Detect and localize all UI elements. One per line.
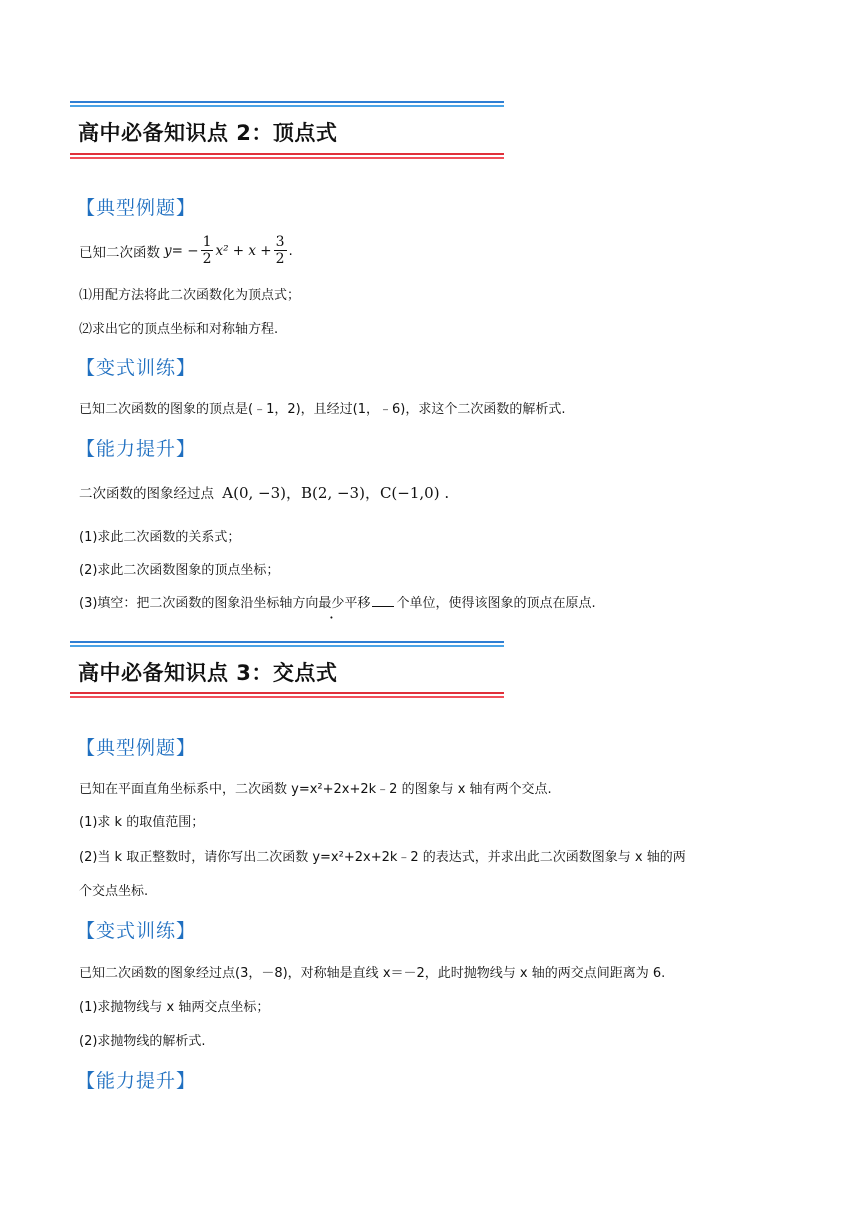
- section3-example-text: 已知在平面直角坐标系中，二次函数 y=x²+2x+2k﹣2 的图象与 x 轴有两个交点.: [79, 782, 552, 797]
- formula-eq: = −: [171, 242, 199, 259]
- section3-variant-q2: (2)求抛物线的解析式.: [79, 1034, 206, 1049]
- section2-bottom-rule: [70, 153, 504, 159]
- section3-title: 高中必备知识点 3：交点式: [78, 661, 338, 685]
- section2-ability-q1: (1)求此二次函数的关系式；: [79, 530, 241, 545]
- section3-example-label: 【典型例题】: [76, 737, 197, 759]
- ability-points: A(0, −3)，B(2, −3)，C(−1,0) .: [222, 484, 450, 502]
- example-intro: 已知二次函数: [79, 244, 160, 261]
- section2-example-q2: ⑵求出它的顶点坐标和对称轴方程.: [79, 322, 279, 337]
- section3-variant-q1: (1)求抛物线与 x 轴两交点坐标；: [79, 1000, 270, 1015]
- formula-end: .: [288, 242, 293, 259]
- fraction-three-halves: $\frac{3}{2}$: [275, 234, 285, 267]
- section2-example-q1: ⑴用配方法将此二次函数化为顶点式；: [79, 288, 301, 303]
- ability-intro: 二次函数的图象经过点: [79, 486, 214, 502]
- section3-variant-text: 已知二次函数的图象经过点(3，－8)，对称轴是直线 x＝－2，此时抛物线与 x 轴的两交点间距离为 6.: [79, 966, 666, 981]
- section2-ability-q3: (3)填空：把二次函数的图象沿坐标轴方向最少平移 个单位，使得该图象的顶点在原点.: [79, 596, 596, 611]
- section2-variant-label: 【变式训练】: [76, 357, 197, 379]
- section2-ability-q2: (2)求此二次函数图象的顶点坐标；: [79, 563, 280, 578]
- section2-top-rule: [70, 101, 504, 107]
- section2-ability-label: 【能力提升】: [76, 438, 197, 460]
- formula-mid: x² + x +: [215, 242, 272, 259]
- section3-ability-label: 【能力提升】: [76, 1070, 197, 1092]
- section3-top-rule: [70, 641, 504, 647]
- section2-title: 高中必备知识点 2：顶点式: [78, 121, 338, 145]
- section2-ability-statement: [79, 482, 449, 503]
- section2-example-label: 【典型例题】: [76, 197, 197, 219]
- fraction-one-half: $\frac{1}{2}$: [202, 234, 212, 267]
- section3-example-q2-line1: (2)当 k 取正整数时，请你写出二次函数 y=x²+2x+2k﹣2 的表达式，并求出此二次函数图象与 x 轴的两: [79, 850, 686, 865]
- section3-bottom-rule: [70, 692, 504, 698]
- section2-example-statement: [79, 234, 293, 267]
- answer-blank: [372, 596, 394, 607]
- section3-example-q1: (1)求 k 的取值范围；: [79, 815, 205, 830]
- formula-y: y: [164, 242, 172, 259]
- section3-variant-label: 【变式训练】: [76, 920, 197, 942]
- section3-example-q2-line2: 个交点坐标.: [79, 884, 149, 899]
- emphasis-dots: 最少: [318, 596, 345, 611]
- section2-variant-text: 已知二次函数的图象的顶点是(﹣1，2)，且经过(1，﹣6)，求这个二次函数的解析式.: [79, 402, 566, 417]
